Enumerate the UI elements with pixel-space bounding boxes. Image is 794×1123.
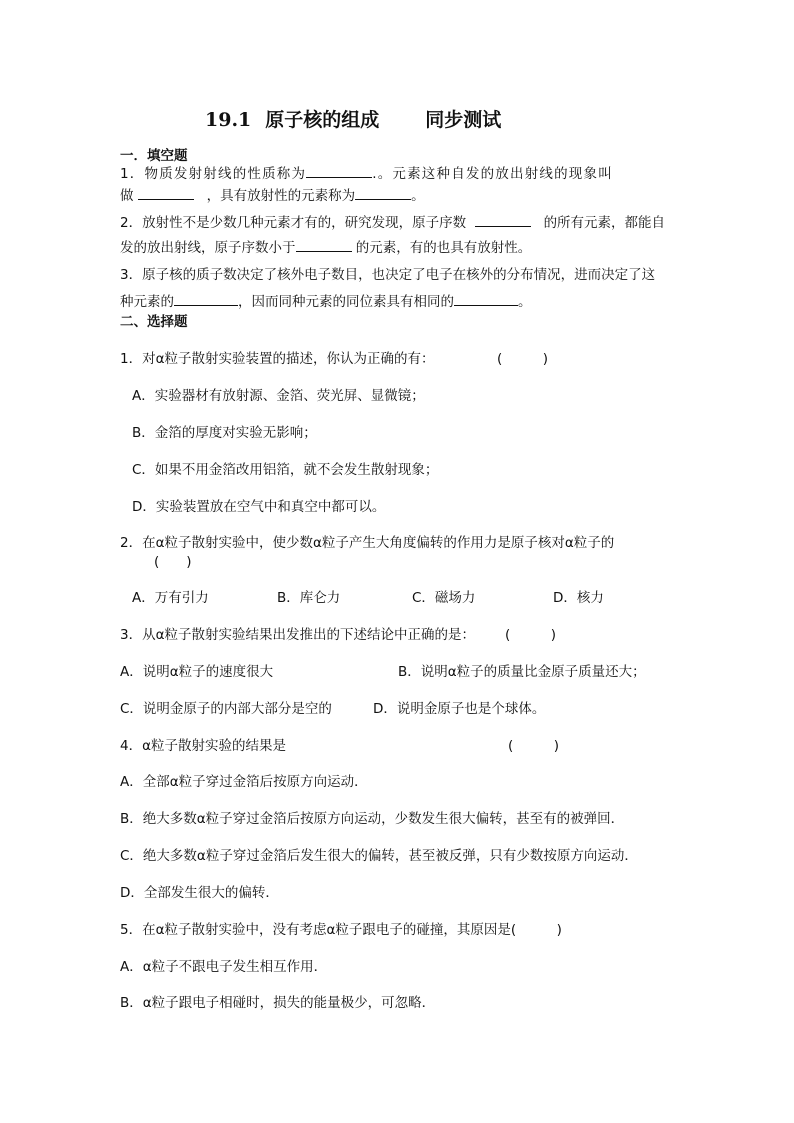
section-choice-heading: 二、选择题: [120, 314, 188, 330]
choice-q1-paren: ( ): [497, 351, 549, 367]
fill-q1-line1: [120, 162, 613, 182]
choice-q4-paren: ( ): [508, 738, 560, 754]
fill-q1-blank-1: [306, 165, 372, 178]
choice-q2-option-c: C．磁场力: [412, 590, 476, 606]
choice-q3-option-a: A．说明α粒子的速度很大: [120, 664, 274, 680]
choice-q2-paren: ( ): [154, 554, 192, 570]
fill-q1-text-e: 。: [411, 188, 425, 204]
choice-q1-stem: 1．对α粒子散射实验装置的描述，你认为正确的有：: [120, 351, 435, 367]
page-title: [205, 105, 501, 132]
fill-q1-text-d: ，具有放射性的元素称为: [206, 188, 356, 204]
choice-q3-paren: ( ): [505, 627, 557, 643]
fill-q1-text-a: 1．物质发射射线的性质称为: [120, 166, 307, 182]
fill-q1-text-b: .。元素这种自发的放出射线的现象叫: [372, 166, 613, 182]
choice-q5-option-b: B．α粒子跟电子相碰时，损失的能量极少，可忽略．: [120, 995, 436, 1011]
section-fill-heading: 一．填空题: [120, 148, 188, 164]
fill-q3-text-d: 。: [518, 294, 532, 310]
choice-q5-stem: [120, 918, 562, 938]
choice-q1-option-b: B．金箔的厚度对实验无影响；: [132, 425, 317, 441]
fill-q2-text-d: 的元素，有的也具有放射性。: [355, 240, 532, 256]
fill-q2-line2: [120, 236, 531, 256]
choice-q2-stem: 2．在α粒子散射实验中，使少数α粒子产生大角度偏转的作用力是原子核对α粒子的: [120, 535, 615, 551]
choice-q5-paren: ( ): [510, 922, 562, 938]
choice-q2-option-a: A．万有引力: [132, 590, 209, 606]
choice-q1-option-c: C．如果不用金箔改用铝箔，就不会发生散射现象；: [132, 462, 439, 478]
title-name: 原子核的组成: [265, 109, 380, 131]
choice-q4-option-a: A．全部α粒子穿过金箔后按原方向运动．: [120, 774, 368, 790]
fill-q1-blank-2: [138, 187, 194, 200]
choice-q1-option-a: A．实验器材有放射源、金箔、荧光屏、显微镜；: [132, 388, 425, 404]
choice-q5-option-a: A．α粒子不跟电子发生相互作用．: [120, 959, 328, 975]
choice-q4-option-c: C．绝大多数α粒子穿过金箔后发生很大的偏转，甚至被反弹，只有少数按原方向运动．: [120, 848, 638, 864]
choice-q1-option-d: D．实验装置放在空气中和真空中都可以。: [132, 499, 386, 515]
choice-q3-option-b: B．说明α粒子的质量比金原子质量还大；: [398, 664, 646, 680]
title-suffix: 同步测试: [425, 109, 502, 131]
fill-q2-text-c: 发的放出射线，原子序数小于: [120, 240, 296, 256]
fill-q3-text-b: 种元素的: [120, 294, 174, 310]
fill-q3-blank-1: [174, 293, 238, 306]
choice-q4-option-d: D．全部发生很大的偏转．: [120, 885, 279, 901]
choice-q3-option-d: D．说明金原子也是个球体。: [373, 701, 546, 717]
fill-q3-text-c: ，因而同种元素的同位素具有相同的: [238, 294, 454, 310]
choice-q3-option-c: C．说明金原子的内部大部分是空的: [120, 701, 332, 717]
choice-q5-text: 5．在α粒子散射实验中，没有考虑α粒子跟电子的碰撞，其原因是: [120, 922, 511, 938]
choice-q4-stem: 4．α粒子散射实验的结果是: [120, 738, 286, 754]
fill-q1-text-c: 做: [120, 188, 134, 204]
fill-q1-blank-3: [355, 187, 411, 200]
fill-q2-blank-2: [296, 239, 352, 252]
fill-q2-blank-1: [475, 214, 531, 227]
fill-q2-text-a: 2．放射性不是少数几种元素才有的，研究发现，原子序数: [120, 215, 467, 231]
fill-q3-line1: 3．原子核的质子数决定了核外电子数目，也决定了电子在核外的分布情况，进而决定了这: [120, 267, 656, 283]
choice-q4-option-b: B．绝大多数α粒子穿过金箔后按原方向运动，少数发生很大偏转，甚至有的被弹回．: [120, 811, 625, 827]
fill-q2-text-b: 的所有元素，都能自: [543, 215, 666, 231]
choice-q2-option-b: B．库仑力: [277, 590, 341, 606]
title-number: 19.1: [205, 109, 252, 131]
fill-q1-line2: [120, 184, 425, 204]
choice-q3-stem: 3．从α粒子散射实验结果出发推出的下述结论中正确的是：: [120, 627, 475, 643]
fill-q3-line2: [120, 290, 532, 310]
fill-q2-line1: [120, 211, 665, 231]
fill-q3-blank-2: [454, 293, 518, 306]
choice-q2-option-d: D．核力: [553, 590, 604, 606]
